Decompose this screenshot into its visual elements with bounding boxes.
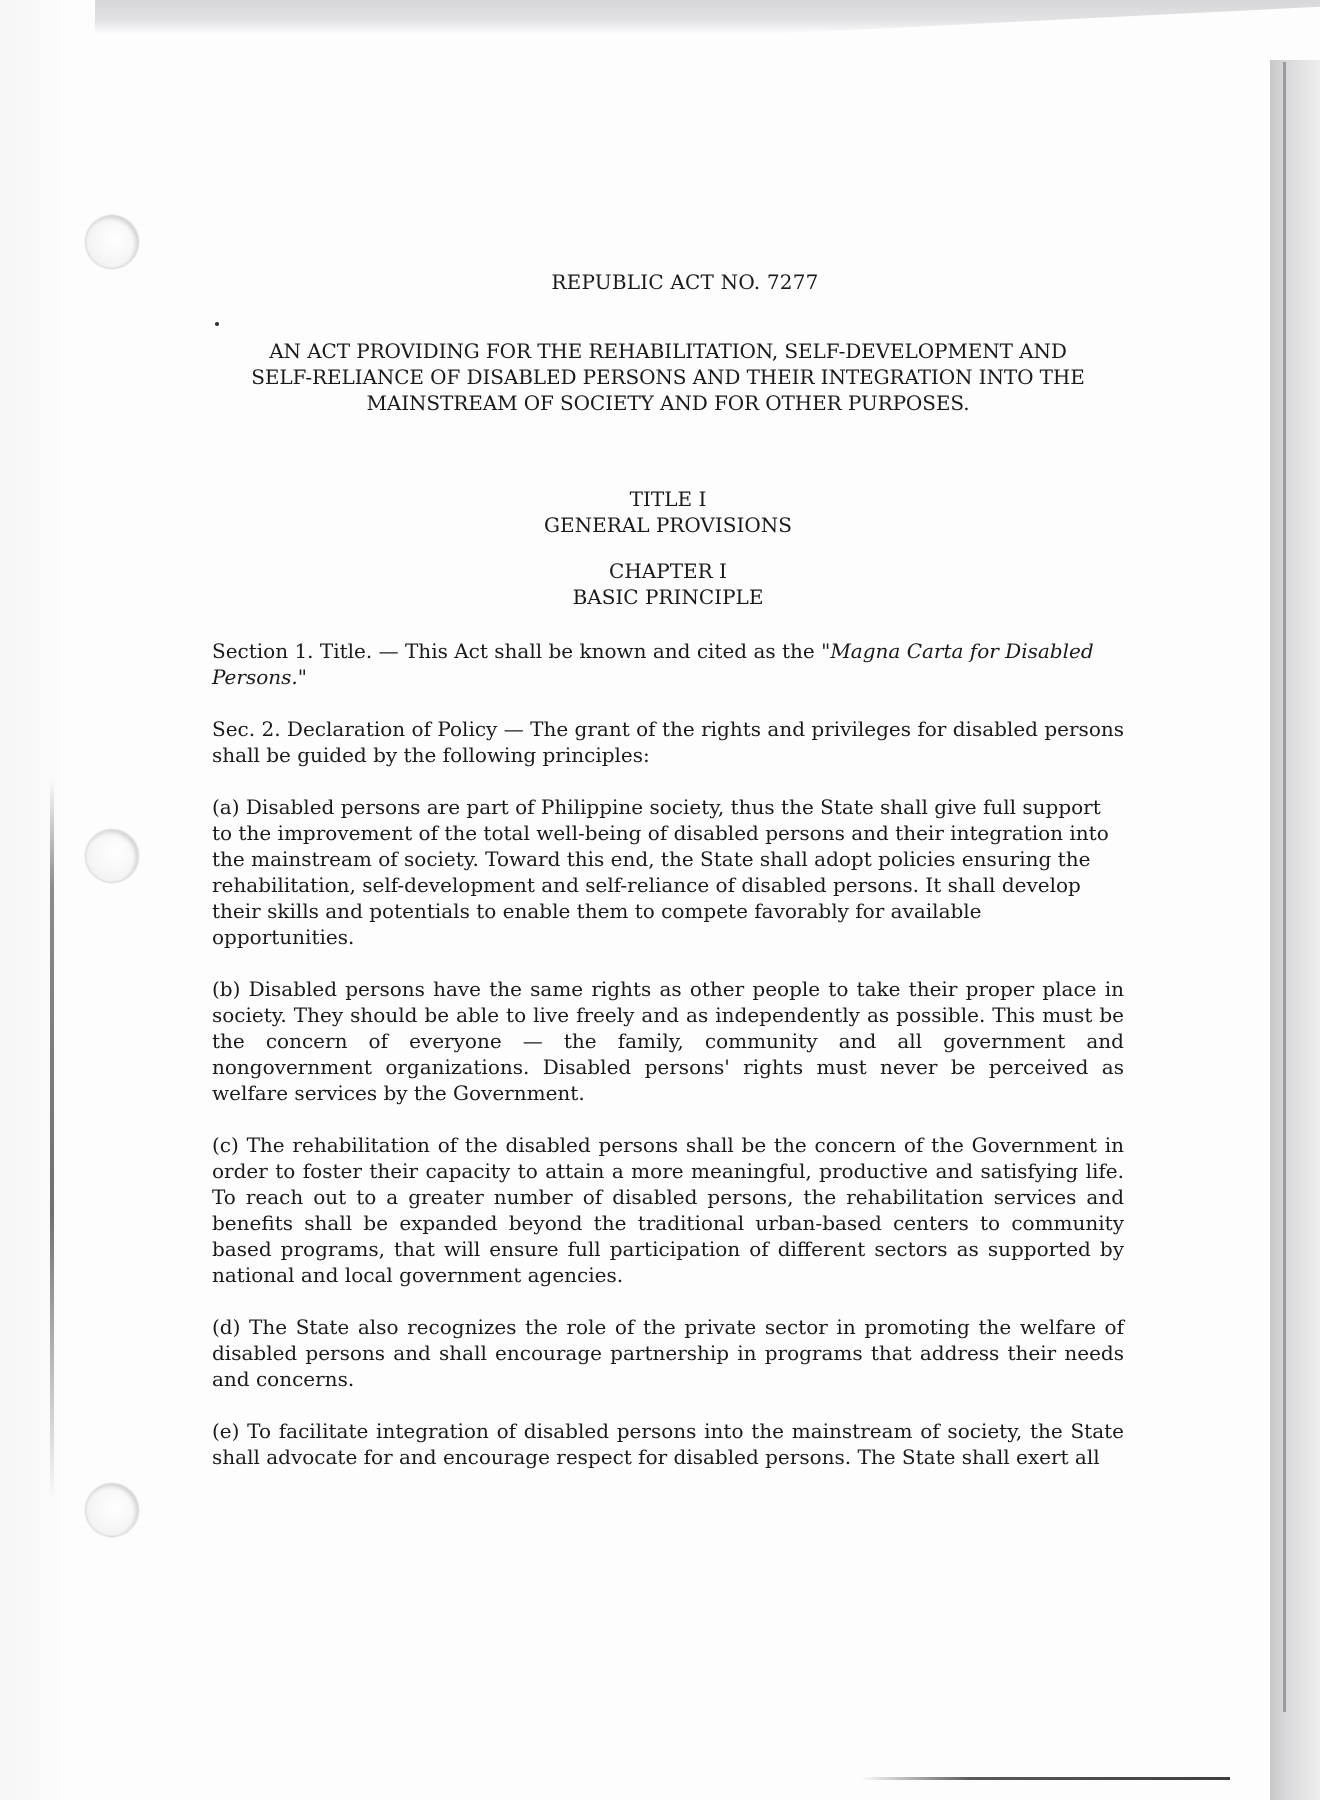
- section-1-lead: Section 1. Title. — This Act shall be known and cited as the: [212, 639, 822, 663]
- scan-top-shadow: [95, 0, 1320, 34]
- principle-b-paragraph: (b) Disabled persons have the same rights as other people to take their proper place in society. They should be able to live freely and as independently as possible. This must be the concern of everyone — the family, community and all government and nongovernment organizations. Disabled persons' rights must never be perceived as welfare services by the Government.: [212, 977, 1124, 1105]
- act-title-line: SELF-RELIANCE OF DISABLED PERSONS AND THEIR INTEGRATION INTO THE: [251, 365, 1085, 389]
- act-title-line: AN ACT PROVIDING FOR THE REHABILITATION, SELF-DEVELOPMENT AND: [269, 339, 1067, 363]
- chapter-heading: [212, 558, 1124, 610]
- scan-bottom-edge-line: [860, 1777, 1230, 1780]
- chapter-number: CHAPTER I: [609, 559, 727, 583]
- scan-right-edge-shadow: [1270, 60, 1320, 1800]
- section-1-paragraph: [212, 638, 1124, 690]
- scan-right-edge-line: [1283, 62, 1286, 1712]
- act-number: REPUBLIC ACT NO. 7277: [551, 270, 819, 294]
- punch-hole-icon: [86, 830, 138, 882]
- section-1-short-title: "Magna Carta for Disabled Persons.": [212, 639, 1094, 689]
- chapter-name: BASIC PRINCIPLE: [572, 585, 764, 609]
- section-2-paragraph: Sec. 2. Declaration of Policy — The grant of the rights and privileges for disabled persons shall be guided by the following principles:: [212, 717, 1124, 767]
- title-name: GENERAL PROVISIONS: [544, 513, 792, 537]
- act-title: [212, 338, 1124, 416]
- punch-hole-icon: [86, 1484, 138, 1536]
- principle-e-paragraph: (e) To facilitate integration of disabled persons into the mainstream of society, the State shall advocate for and encourage respect for disabled persons. The State shall exert all: [212, 1419, 1124, 1469]
- principle-a-paragraph: (a) Disabled persons are part of Philippine society, thus the State shall give full support to the improvement of the total well-being of disabled persons and their integration into the mainstream of society. Toward this end, the State shall adopt policies ensuring the rehabilitation, self-development and self-reliance of disabled persons. It shall develop their skills and potentials to enable them to compete favorably for available opportunities.: [212, 795, 1109, 949]
- principle-d-paragraph: (d) The State also recognizes the role of the private sector in promoting the welfare of disabled persons and shall encourage partnership in programs that address their needs and concerns.: [212, 1315, 1124, 1391]
- punch-hole-icon: [86, 216, 138, 268]
- title-number: TITLE I: [629, 487, 707, 511]
- document-page: [212, 270, 1124, 1496]
- title-heading: [212, 486, 1124, 538]
- act-title-line: MAINSTREAM OF SOCIETY AND FOR OTHER PURPOSES.: [366, 391, 970, 415]
- principle-c-paragraph: (c) The rehabilitation of the disabled persons shall be the concern of the Government in order to foster their capacity to attain a more meaningful, productive and satisfying life. To reach out to a greater number of disabled persons, the rehabilitation services and benefits shall be expanded beyond the traditional urban-based centers to community based programs, that will ensure full participation of different sectors as supported by national and local government agencies.: [212, 1133, 1124, 1287]
- scan-left-edge-line: [50, 780, 54, 1500]
